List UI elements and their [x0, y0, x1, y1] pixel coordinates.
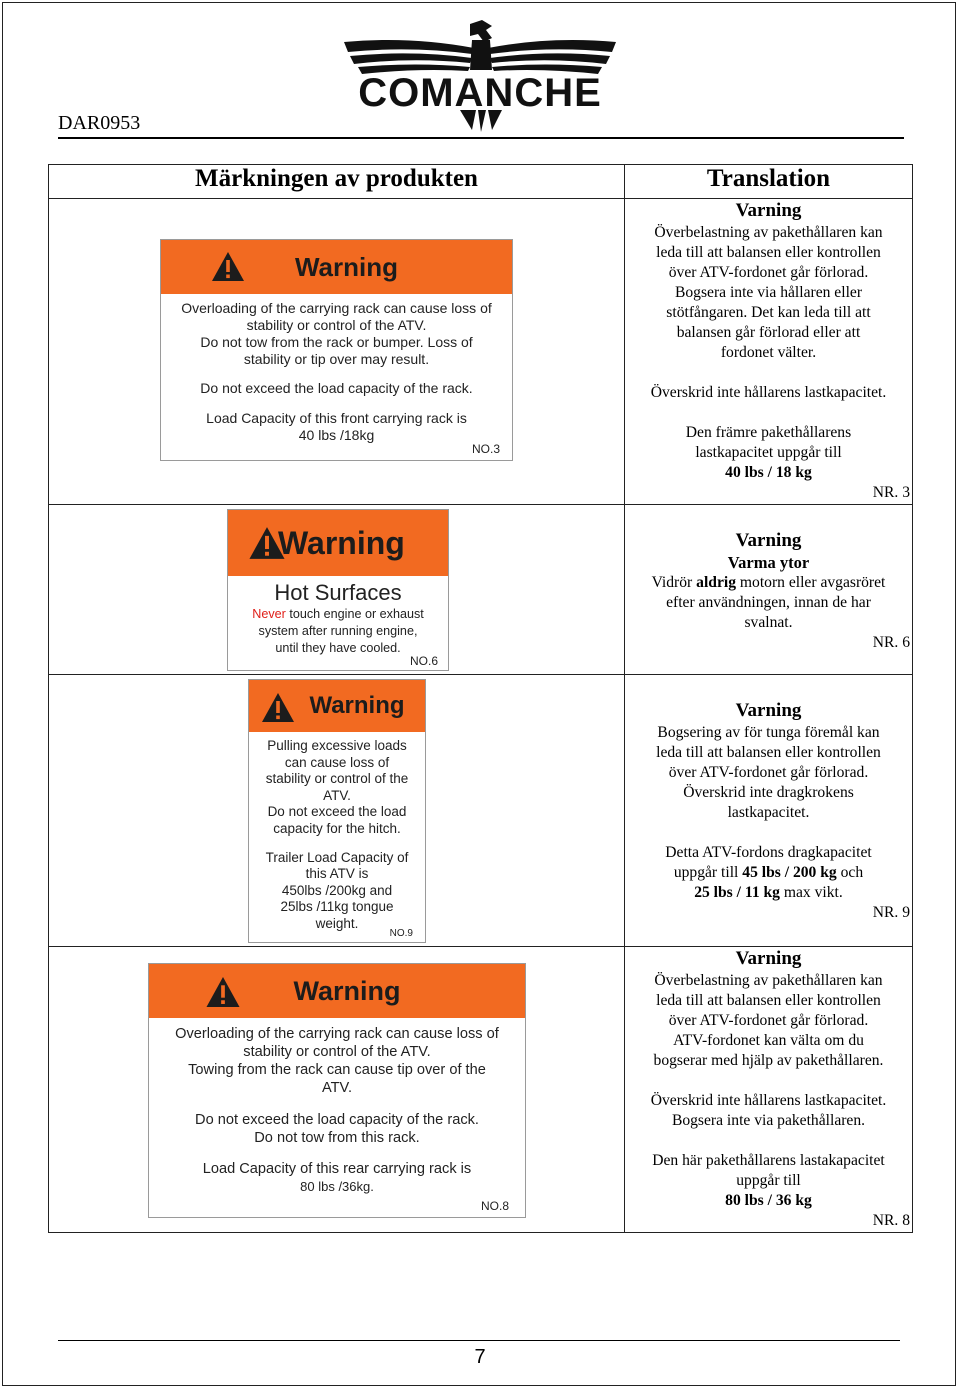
warning-label-no6	[227, 509, 449, 671]
label-text-line: this ATV is	[305, 866, 369, 882]
label-text-line: Pulling excessive loads	[267, 738, 407, 753]
label-text-line: Do not exceed the load capacity of the rack.	[200, 380, 473, 396]
label-text-line: 450lbs /200kg and	[281, 882, 393, 898]
translation-line: Bogsering av för tunga föremål kan	[657, 724, 880, 741]
label-text-line: Do not exceed the load	[267, 804, 407, 820]
translation-line: Överbelastning av pakethållaren kan	[654, 972, 883, 989]
label-text-line: 80 lbs /36kg.	[300, 1179, 374, 1194]
label-number: NO.6	[409, 654, 438, 668]
translation-line: Överskrid inte hållarens lastkapacitet.	[650, 1092, 887, 1109]
label-text-line: ATV.	[321, 1080, 352, 1096]
label-text-line: weight.	[315, 915, 359, 931]
label-subtitle: Hot Surfaces	[274, 580, 402, 605]
label-text-line: ATV.	[323, 787, 351, 803]
warning-label-no9	[248, 679, 426, 943]
label-text-line: stability or control of the	[265, 771, 409, 787]
label-text-line: until they have cooled.	[275, 641, 401, 655]
translation-line: Den här pakethållarens lastakapacitet	[652, 1152, 885, 1169]
translation-capacity: 40 lbs / 18 kg	[725, 464, 812, 481]
warning-label-title: Warning	[293, 975, 401, 1006]
translation-cell-nr8	[625, 947, 913, 1233]
translation-line: över ATV-fordonet går förlorad.	[668, 1012, 869, 1029]
translation-number: NR. 9	[872, 904, 910, 921]
warning-triangle-icon	[248, 526, 286, 560]
translation-line: Den främre pakethållarens	[685, 424, 852, 441]
document-code: DAR0953	[58, 112, 141, 134]
translation-line: Överbelastning av pakethållaren kan	[654, 224, 883, 241]
comanche-logo	[340, 18, 620, 136]
translation-line: Överskrid inte hållarens lastkapacitet.	[650, 384, 887, 401]
translation-capacity: 80 lbs / 36 kg	[725, 1192, 812, 1209]
label-text-fragment: touch engine or exhaust	[285, 607, 424, 621]
label-text-line: Load Capacity of this front carrying rack is	[206, 410, 467, 426]
translation-line: Detta ATV-fordons dragkapacitet	[665, 844, 872, 861]
translation-number: NR. 8	[872, 1212, 910, 1229]
labels-table	[48, 164, 913, 1233]
translation-line: leda till att balansen eller kontrollen	[656, 744, 881, 761]
label-text-line: Do not tow from the rack or bumper. Loss of	[200, 334, 473, 350]
label-number: NO.9	[389, 928, 413, 939]
translation-line: bogserar med hjälp av pakethållaren.	[653, 1052, 884, 1069]
translation-line: svalnat.	[744, 614, 793, 631]
translation-line	[625, 573, 912, 593]
warning-triangle-icon	[211, 251, 245, 282]
warning-label-no8	[148, 963, 526, 1218]
label-text-line: can cause loss of	[284, 754, 390, 770]
label-text-line: Overloading of the carrying rack can cause loss of	[181, 300, 492, 316]
translation-emphasis: 45 lbs / 200 kg	[742, 864, 837, 881]
translation-text-fragment: uppgår till	[673, 864, 743, 881]
page-number: 7	[474, 1346, 486, 1368]
label-text-line: stability or control of the ATV.	[243, 1044, 431, 1060]
logo-wordmark: COMANCHE	[358, 71, 602, 115]
label-text-line	[228, 606, 448, 623]
translation-line: leda till att balansen eller kontrollen	[656, 244, 881, 261]
label-text-line: stability or control of the ATV.	[246, 317, 427, 333]
translation-line: Överskrid inte dragkrokens	[683, 784, 854, 801]
label-cell-no3	[49, 199, 625, 505]
label-text-line: Overloading of the carrying rack can cause loss of	[175, 1026, 499, 1042]
translation-line: efter användningen, innan de har	[666, 594, 871, 611]
translation-line: fordonet välter.	[720, 344, 817, 361]
label-text-line: Towing from the rack can cause tip over of the	[188, 1062, 486, 1078]
label-number: NO.8	[480, 1199, 509, 1213]
translation-line: Bogsera inte via pakethållaren.	[671, 1112, 866, 1129]
translation-line: uppgår till	[736, 1172, 801, 1189]
label-text-line: Load Capacity of this rear carrying rack is	[202, 1161, 472, 1177]
warning-label-title: Warning	[278, 524, 405, 561]
translation-cell-nr6	[625, 505, 913, 675]
warning-label-title: Warning	[294, 251, 399, 282]
header-rule	[58, 137, 904, 139]
warning-triangle-icon	[205, 976, 241, 1008]
translation-text-fragment: max vikt.	[779, 884, 843, 901]
translation-line: stötfångaren. Det kan leda till att	[666, 304, 871, 321]
translation-line: över ATV-fordonet går förlorad.	[668, 264, 869, 281]
label-text-line: Do not exceed the load capacity of the rack.	[195, 1112, 479, 1128]
translation-subtitle: Varma ytor	[727, 553, 810, 572]
translation-line: balansen går förlorad eller att	[676, 324, 861, 341]
translation-title: Varning	[735, 530, 802, 551]
translation-line	[625, 863, 912, 883]
label-text-line: system after running engine,	[258, 624, 418, 638]
warning-label-title: Warning	[309, 692, 405, 719]
label-never-word: Never	[252, 607, 286, 621]
label-text-line: 40 lbs /18kg	[298, 427, 375, 443]
column-header-translation: Translation	[625, 165, 913, 199]
label-text-line: Trailer Load Capacity of	[265, 849, 409, 865]
column-header-labels: Märkningen av produkten	[49, 165, 625, 199]
translation-line: leda till att balansen eller kontrollen	[656, 992, 881, 1009]
translation-title: Varning	[735, 700, 802, 721]
translation-text-fragment: Vidrör	[651, 574, 697, 591]
warning-triangle-icon	[261, 692, 295, 723]
label-text-line: Do not tow from this rack.	[254, 1130, 420, 1146]
translation-number: NR. 3	[872, 484, 910, 501]
translation-line: ATV-fordonet kan välta om du	[673, 1032, 864, 1049]
translation-line: lastkapacitet.	[727, 804, 810, 821]
translation-line: lastkapacitet uppgår till	[695, 444, 842, 461]
translation-line: Bogsera inte via hållaren eller	[674, 284, 863, 301]
translation-title: Varning	[735, 200, 802, 221]
label-text-line: capacity for the hitch.	[273, 820, 401, 836]
translation-text-fragment: och	[836, 864, 864, 881]
label-text-line: stability or tip over may result.	[243, 351, 430, 367]
translation-line: över ATV-fordonet går förlorad.	[668, 764, 869, 781]
label-text-line: 25lbs /11kg tongue	[280, 899, 394, 915]
translation-line	[625, 883, 912, 903]
translation-text-fragment: motorn eller avgasröret	[736, 574, 886, 591]
translation-emphasis: aldrig	[696, 574, 736, 591]
translation-title: Varning	[735, 948, 802, 969]
translation-cell-nr9	[625, 675, 913, 947]
translation-number: NR. 6	[872, 634, 910, 651]
footer-rule	[58, 1340, 900, 1341]
label-number: NO.3	[471, 442, 500, 456]
translation-emphasis: 25 lbs / 11 kg	[694, 884, 780, 901]
translation-cell-nr3	[625, 199, 913, 505]
label-cell-no8	[49, 947, 625, 1233]
warning-label-no3	[160, 239, 513, 461]
label-cell-no9	[49, 675, 625, 947]
label-cell-no6	[49, 505, 625, 675]
